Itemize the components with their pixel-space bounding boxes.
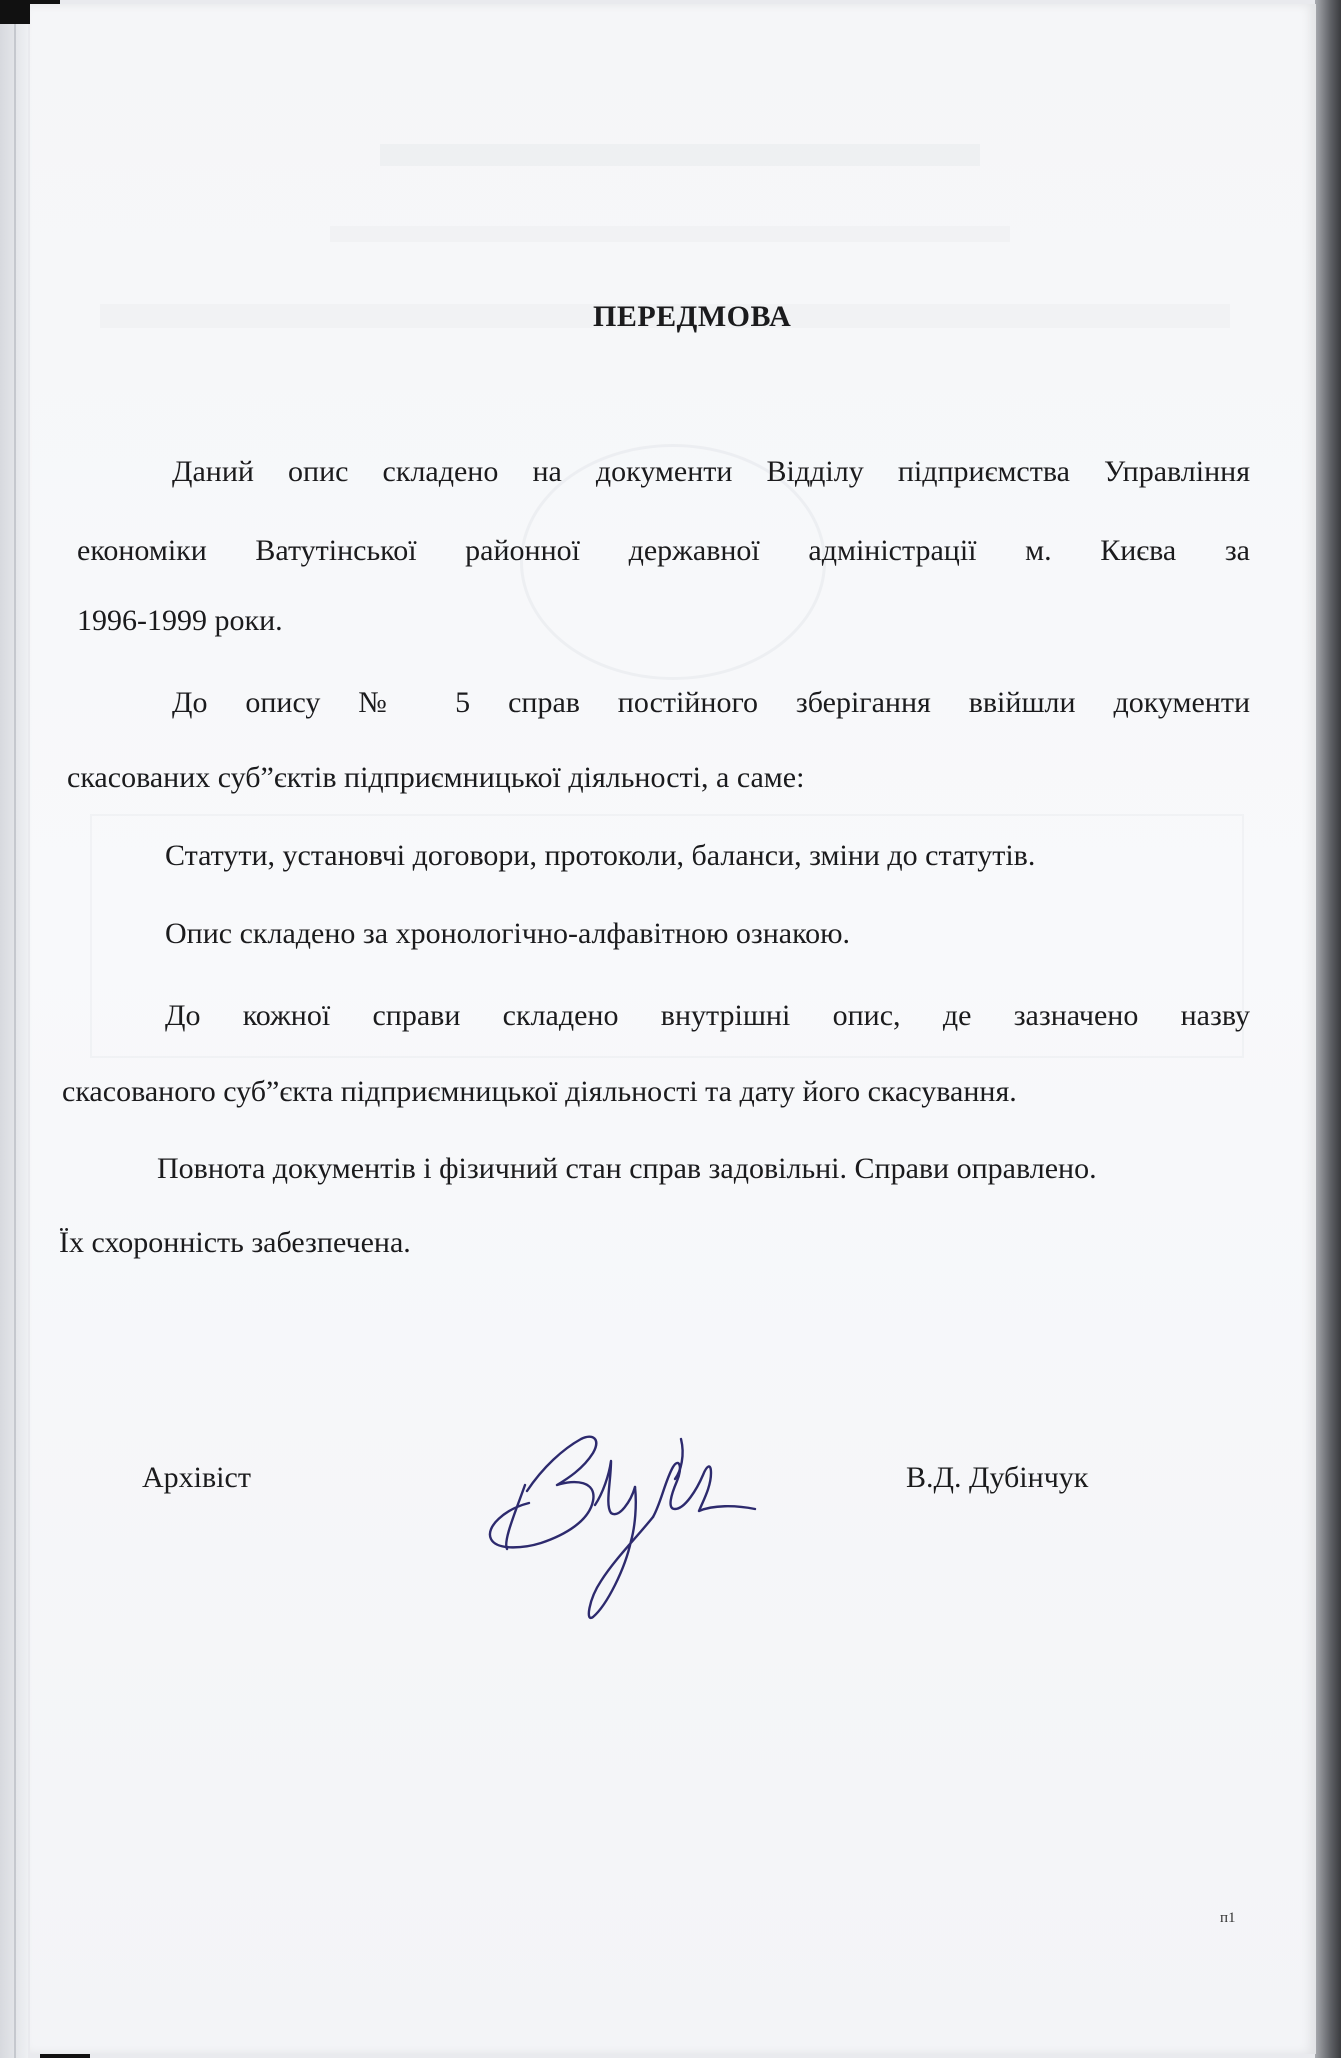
paragraph-5-line-1: До кожної справи складено внутрішні опис, де зазначено назву [165, 999, 1250, 1032]
paragraph-1-line-3: 1996-1999 роки. [77, 604, 283, 637]
paragraph-3-line-1: Статути, установчі договори, протоколи, баланси, зміни до статутів. [165, 839, 1036, 872]
signature-position-label: Архівіст [142, 1461, 251, 1494]
handwritten-signature [485, 1409, 785, 1624]
binding-edge [0, 0, 28, 2058]
paragraph-5-line-2: скасованого суб”єкта підприємницької діяльності та дату його скасування. [62, 1075, 1017, 1108]
paragraph-1-line-2: економіки Ватутінської районної державної адміністрації м. Києва за [77, 534, 1250, 567]
paragraph-2-line-1: До опису № 5 справ постійного зберігання ввійшли документи [172, 686, 1250, 719]
bleed-through-mark [380, 144, 980, 166]
paragraph-6-line-1: Повнота документів і фізичний стан справ задовільні. Справи оправлено. [157, 1152, 1097, 1185]
signatory-name: В.Д. Дубінчук [906, 1461, 1089, 1494]
paragraph-2-line-2: скасованих суб”єктів підприємницької діяльності, а саме: [67, 761, 805, 794]
paragraph-1-line-1: Даний опис складено на документи Відділу підприємства Управління [172, 455, 1250, 488]
bleed-through-mark [330, 226, 1010, 242]
paragraph-6-line-2: Їх схоронність забезпечена. [59, 1226, 411, 1259]
page-stack-edge [1315, 0, 1341, 2058]
paragraph-4-line-1: Опис складено за хронологічно-алфавітною ознакою. [165, 917, 851, 950]
document-title: ПЕРЕДМОВА [593, 300, 792, 333]
page-mark: п1 [1220, 1910, 1236, 1926]
document-page [30, 4, 1316, 2054]
